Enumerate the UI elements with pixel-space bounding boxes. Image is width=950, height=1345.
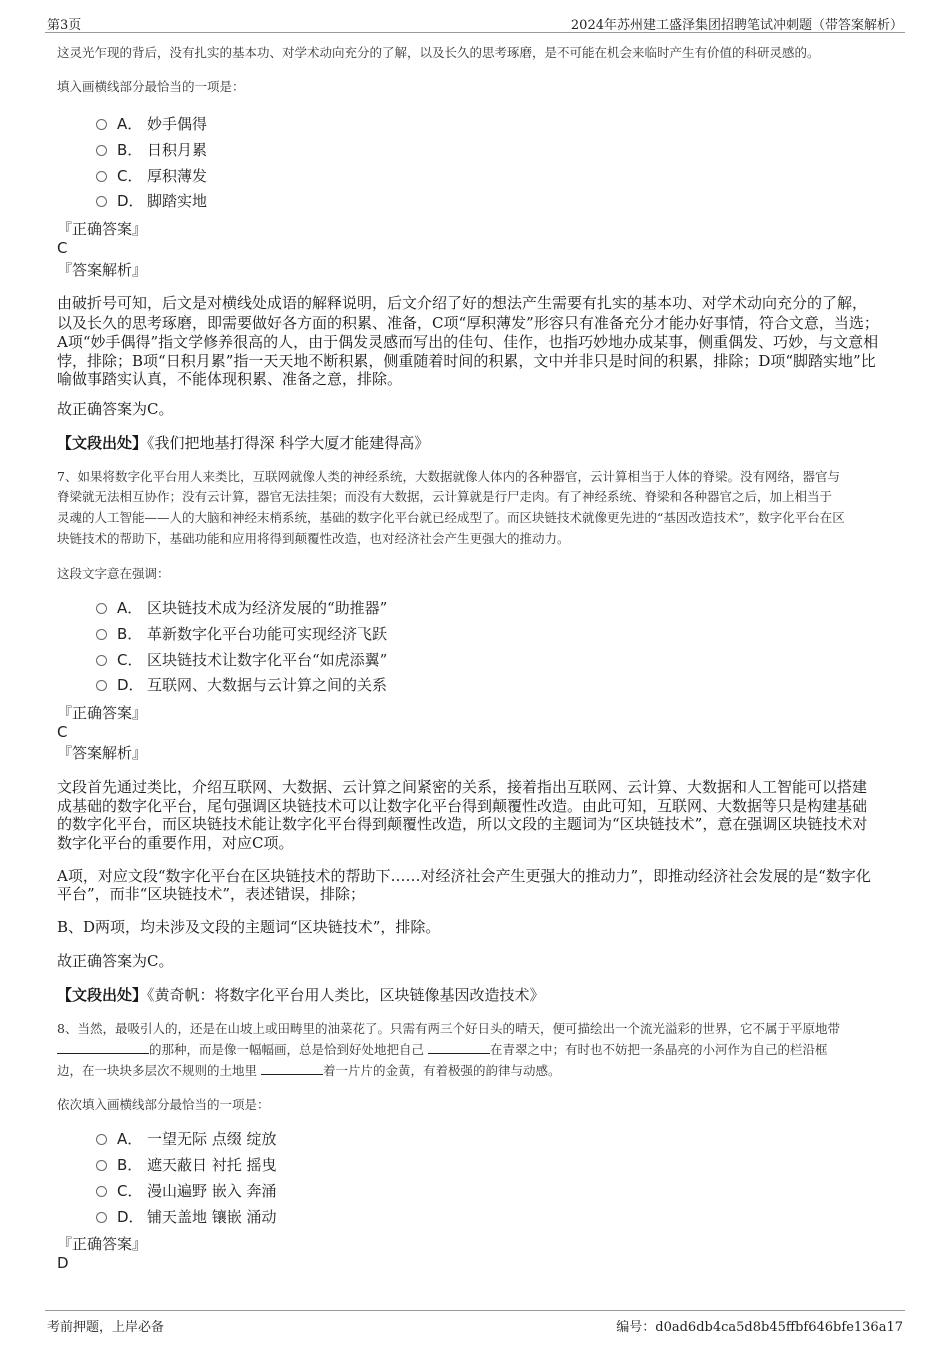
radio-icon[interactable] [96,171,107,182]
fill-blank [261,1060,323,1075]
q6-analysis-line: A项“妙手偶得”指文学修养很高的人，由于偶发灵感而写出的佳句、佳作，也指巧妙地办成某事，侧重偶发、巧妙，与文意相 [57,333,879,351]
radio-icon[interactable] [96,196,107,207]
q7-analysis-line: 的数字化平台，而区块链技术能让数字化平台得到颠覆性改造，所以文段的主题词为“区块链技术”，意在强调区块链技术对 [57,815,868,833]
q8-stem-line: 边，在一块块多层次不规则的土地里 着一片片的金黄，有着极强的韵律与动感。 [57,1060,897,1082]
document-title: 2024年苏州建工盛泽集团招聘笔试冲刺题（带答案解析） [570,18,903,33]
radio-icon[interactable] [96,1160,107,1171]
radio-icon[interactable] [96,1212,107,1223]
q6-analysis-line: 由破折号可知，后文是对横线处成语的解释说明，后文介绍了好的想法产生需要有扎实的基本功、对学术动向充分的了解， [57,294,868,312]
radio-icon[interactable] [96,1186,107,1197]
radio-icon[interactable] [96,1134,107,1145]
q7-option-b[interactable]: B． 革新数字化平台功能可实现经济飞跃 [96,624,387,644]
q7-stem-line: 灵魂的人工智能——人的大脑和神经末梢系统，基础的数字化平台就已经成型了。而区块链技术就像更先进的“基因改造技术”，数字化平台在区 [57,510,845,525]
q6-passage-tail: 这灵光乍现的背后，没有扎实的基本功、对学术动向充分的了解，以及长久的思考琢磨，是不可能在机会来临时产生有价值的科研灵感的。 [57,45,820,60]
q7-analysis-line: B、D两项，均未涉及文段的主题词“区块链技术”，排除。 [57,918,441,936]
q7-prompt: 这段文字意在强调： [57,566,170,581]
q7-stem-line: 脊梁就无法相互协作；没有云计算，器官无法挂架；而没有大数据，云计算就是行尸走肉。有了神经系统、脊梁和各种器官之后，加上相当于 [57,489,833,504]
q6-prompt: 填入画横线部分最恰当的一项是： [57,79,245,94]
fill-blank [428,1039,490,1054]
q6-answer: C [57,239,68,257]
footer-slogan: 考前押题，上岸必备 [47,1320,165,1335]
q8-prompt: 依次填入画横线部分最恰当的一项是： [57,1097,270,1112]
q8-answer: D [57,1254,69,1272]
q8-stem-line: 8、当然，最吸引人的，还是在山坡上或田畴里的油菜花了。只需有两三个好日头的晴天，便可描绘出一个流光溢彩的世界，它不属于平原地带 [57,1021,840,1036]
page-header [45,12,905,33]
q7-analysis-line: 成基础的数字化平台，尾句强调区块链技术可以让数字化平台得到颠覆性改造。由此可知，互联网、大数据等只是构建基础 [57,797,868,815]
q7-source: 【文段出处】《黄奇帆：将数字化平台用人类比，区块链像基因改造技术》 [57,986,545,1004]
q8-option-b[interactable]: B． 遮天蔽日 衬托 摇曳 [96,1155,277,1175]
q7-analysis-line: 平台”，而非“区块链技术”，表述错误，排除； [57,885,366,903]
q7-option-d[interactable]: D． 互联网、大数据与云计算之间的关系 [96,675,387,695]
q6-analysis-label: 『答案解析』 [57,261,148,279]
radio-icon[interactable] [96,655,107,666]
q6-conclusion: 故正确答案为C。 [57,400,174,418]
q7-stem-line: 块链技术的帮助下，基础功能和应用将得到颠覆性改造，也对经济社会产生更强大的推动力。 [57,531,570,546]
q7-analysis-line: 文段首先通过类比，介绍互联网、大数据、云计算之间紧密的关系，接着指出互联网、云计算、大数据和人工智能可以搭建 [57,778,868,796]
document-id: 编号：d0ad6db4ca5d8b45ffbf646bfe136a17 [616,1320,903,1335]
q7-option-a[interactable]: A． 区块链技术成为经济发展的“助推器” [96,598,387,618]
page-footer [45,1310,905,1337]
q7-answer: C [57,723,68,741]
q6-option-b[interactable]: B． 日积月累 [96,140,207,160]
q7-option-c[interactable]: C． 区块链技术让数字化平台“如虎添翼” [96,650,387,670]
radio-icon[interactable] [96,680,107,691]
q7-analysis-line: 数字化平台的重要作用，对应C项。 [57,834,294,852]
q7-conclusion: 故正确答案为C。 [57,952,174,970]
q7-stem-line: 7、如果将数字化平台用人来类比，互联网就像人类的神经系统，大数据就像人体内的各种器官，云计算相当于人体的脊梁。没有网络，器官与 [57,469,840,484]
radio-icon[interactable] [96,629,107,640]
q8-option-c[interactable]: C． 漫山遍野 嵌入 奔涌 [96,1181,277,1201]
q6-analysis-line: 喻做事踏实认真，不能体现积累、准备之意，排除。 [57,370,403,388]
page-number: 第3页 [47,18,82,33]
q6-option-a[interactable]: A． 妙手偶得 [96,114,207,134]
radio-icon[interactable] [96,119,107,130]
q6-answer-label: 『正确答案』 [57,220,148,238]
q6-option-c[interactable]: C． 厚积薄发 [96,166,207,186]
q8-answer-label: 『正确答案』 [57,1235,148,1253]
q8-option-a[interactable]: A． 一望无际 点缀 绽放 [96,1129,277,1149]
radio-icon[interactable] [96,145,107,156]
fill-blank [57,1039,149,1054]
q6-analysis-line: 以及长久的思考琢磨，即需要做好各方面的积累、准备，C项“厚积薄发”形容只有准备充分才能办好事情，符合文意，当选； [57,314,879,332]
q6-analysis-line: 悖，排除；B项“日积月累”指一天天地不断积累，侧重随着时间的积累，文中并非只是时间的积累，排除；D项“脚踏实地”比 [57,352,876,370]
q7-analysis-label: 『答案解析』 [57,744,148,762]
q6-source: 【文段出处】《我们把地基打得深 科学大厦才能建得高》 [57,434,430,452]
q6-option-d[interactable]: D． 脚踏实地 [96,191,207,211]
q7-answer-label: 『正确答案』 [57,704,148,722]
q8-option-d[interactable]: D． 铺天盖地 镶嵌 涌动 [96,1207,277,1227]
q8-stem-line: 的那种，而是像一幅幅画，总是恰到好处地把自己 在青翠之中；有时也不妨把一条晶亮的小河作为自己的栏沿框 [57,1039,897,1061]
radio-icon[interactable] [96,603,107,614]
q7-analysis-line: A项，对应文段“数字化平台在区块链技术的帮助下……对经济社会产生更强大的推动力”，即推动经济社会发展的是“数字化 [57,867,871,885]
